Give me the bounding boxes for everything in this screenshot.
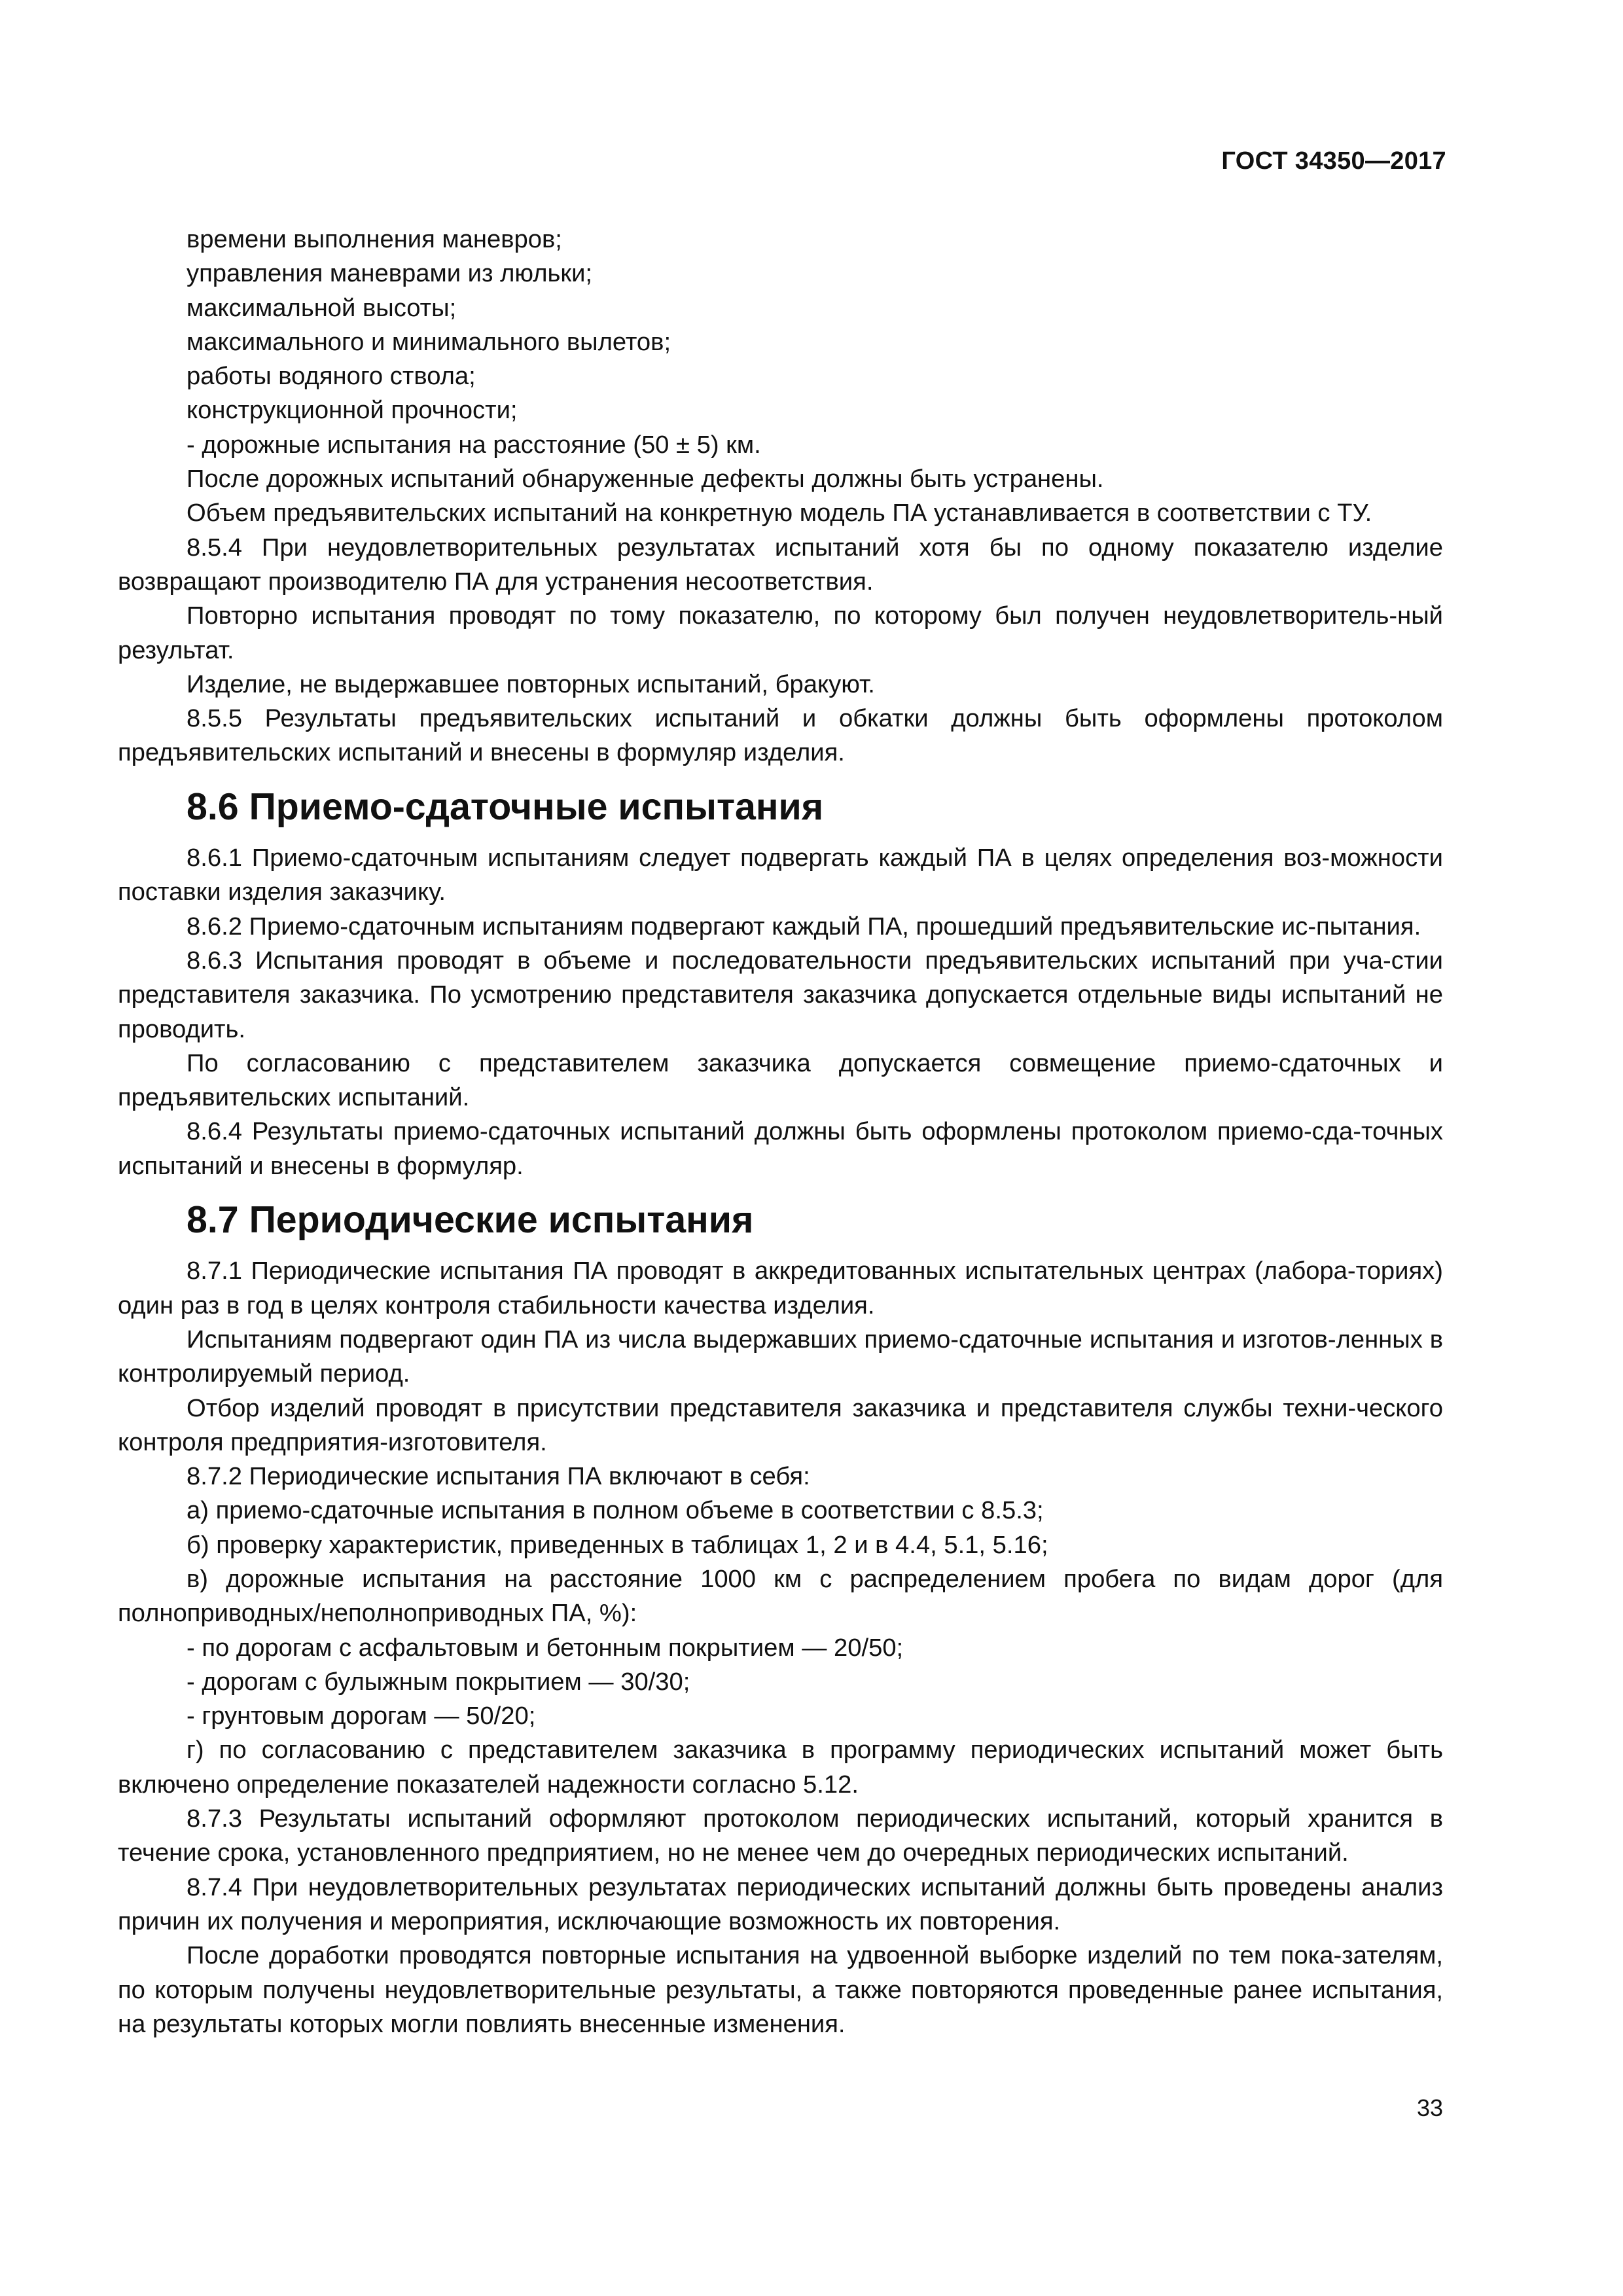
paragraph: Изделие, не выдержавшее повторных испытаний, бракуют.	[187, 670, 875, 698]
list-item: а) приемо-сдаточные испытания в полном объеме в соответствии с 8.5.3;	[187, 1496, 1044, 1525]
paragraph: работы водяного ствола;	[187, 362, 476, 391]
paragraph: 8.7.1 Периодические испытания ПА проводят в аккредитованных испытательных центрах (лабора-ториях) один раз в год в целях контроля стабильности качества изделия.	[118, 1257, 1443, 1319]
list-item: - по дорогам с асфальтовым и бетонным покрытием — 20/50;	[187, 1633, 904, 1662]
list-item: г) по согласованию с представителем заказчика в программу периодических испытаний может быть включено определение показателей надежности согласно 5.12.	[118, 1736, 1443, 1799]
paragraph: После доработки проводятся повторные испытания на удвоенной выборке изделий по тем пока-зателям, по которым получены неудовлетворительные результаты, а также повторяются проведенные ранее испытания, на результаты которых могли повлиять внесенные изменения.	[118, 1941, 1443, 2038]
paragraph: конструкционной прочности;	[187, 396, 518, 425]
section-heading-8-6: 8.6 Приемо-сдаточные испытания	[187, 785, 824, 828]
paragraph: управления маневрами из люльки;	[187, 259, 593, 288]
page-number: 33	[1416, 2094, 1443, 2121]
paragraph: 8.7.4 При неудовлетворительных результатах периодических испытаний должны быть проведены анализ причин их получения и мероприятия, исключающие возможность их повторения.	[118, 1873, 1443, 1935]
paragraph: После дорожных испытаний обнаруженные дефекты должны быть устранены.	[187, 465, 1104, 493]
paragraph: 8.7.2 Периодические испытания ПА включают в себя:	[187, 1462, 810, 1491]
paragraph: максимальной высоты;	[187, 293, 457, 322]
list-item: - дорогам с булыжным покрытием — 30/30;	[187, 1667, 690, 1696]
section-heading-8-7: 8.7 Периодические испытания	[187, 1199, 754, 1242]
paragraph: 8.6.1 Приемо-сдаточным испытаниям следует подвергать каждый ПА в целях определения воз-можности поставки изделия заказчику.	[118, 844, 1443, 906]
list-item: б) проверку характеристик, приведенных в таблицах 1, 2 и в 4.4, 5.1, 5.16;	[187, 1530, 1048, 1559]
paragraph: Повторно испытания проводят по тому показателю, по которому был получен неудовлетворитель-ный результат.	[118, 601, 1443, 664]
paragraph: 8.6.2 Приемо-сдаточным испытаниям подвергают каждый ПА, прошедший предъявительские ис-пытания.	[187, 912, 1421, 941]
paragraph: По согласованию с представителем заказчика допускается совмещение приемо-сдаточных и предъявительских испытаний.	[118, 1049, 1443, 1112]
document-code: ГОСТ 34350—2017	[1221, 147, 1446, 175]
paragraph: 8.5.4 При неудовлетворительных результатах испытаний хотя бы по одному показателю изделие возвращают производителю ПА для устранения несоответствия.	[118, 533, 1443, 596]
paragraph: 8.7.3 Результаты испытаний оформляют протоколом периодических испытаний, который хранится в течение срока, установленного предприятием, но не менее чем до очередных периодических испытаний.	[118, 1804, 1443, 1867]
list-item: - грунтовым дорогам — 50/20;	[187, 1702, 536, 1731]
paragraph: 8.5.5 Результаты предъявительских испытаний и обкатки должны быть оформлены протоколом предъявительских испытаний и внесены в формуляр изделия.	[118, 704, 1443, 767]
list-item: - дорожные испытания на расстояние (50 ± 5) км.	[187, 430, 761, 459]
paragraph: Отбор изделий проводят в присутствии представителя заказчика и представителя службы техни-ческого контроля предприятия-изготовителя.	[118, 1393, 1443, 1456]
list-item: в) дорожные испытания на расстояние 1000 км с распределением пробега по видам дорог (для полноприводных/неполноприводных ПА, %):	[118, 1564, 1443, 1628]
document-body	[118, 223, 1443, 2041]
paragraph: времени выполнения маневров;	[187, 225, 562, 253]
paragraph: 8.6.3 Испытания проводят в объеме и последовательности предъявительских испытаний при уча-стии представителя заказчика. По усмотрению представителя заказчика допускается отдельные виды испытаний не проводить.	[118, 946, 1443, 1043]
paragraph: 8.6.4 Результаты приемо-сдаточных испытаний должны быть оформлены протоколом приемо-сда-точных испытаний и внесены в формуляр.	[118, 1117, 1443, 1180]
paragraph: Испытаниям подвергают один ПА из числа выдержавших приемо-сдаточные испытания и изготов-ленных в контролируемый период.	[118, 1325, 1443, 1388]
paragraph: максимального и минимального вылетов;	[187, 327, 671, 356]
paragraph: Объем предъявительских испытаний на конкретную модель ПА устанавливается в соответствии с ТУ.	[187, 499, 1372, 528]
